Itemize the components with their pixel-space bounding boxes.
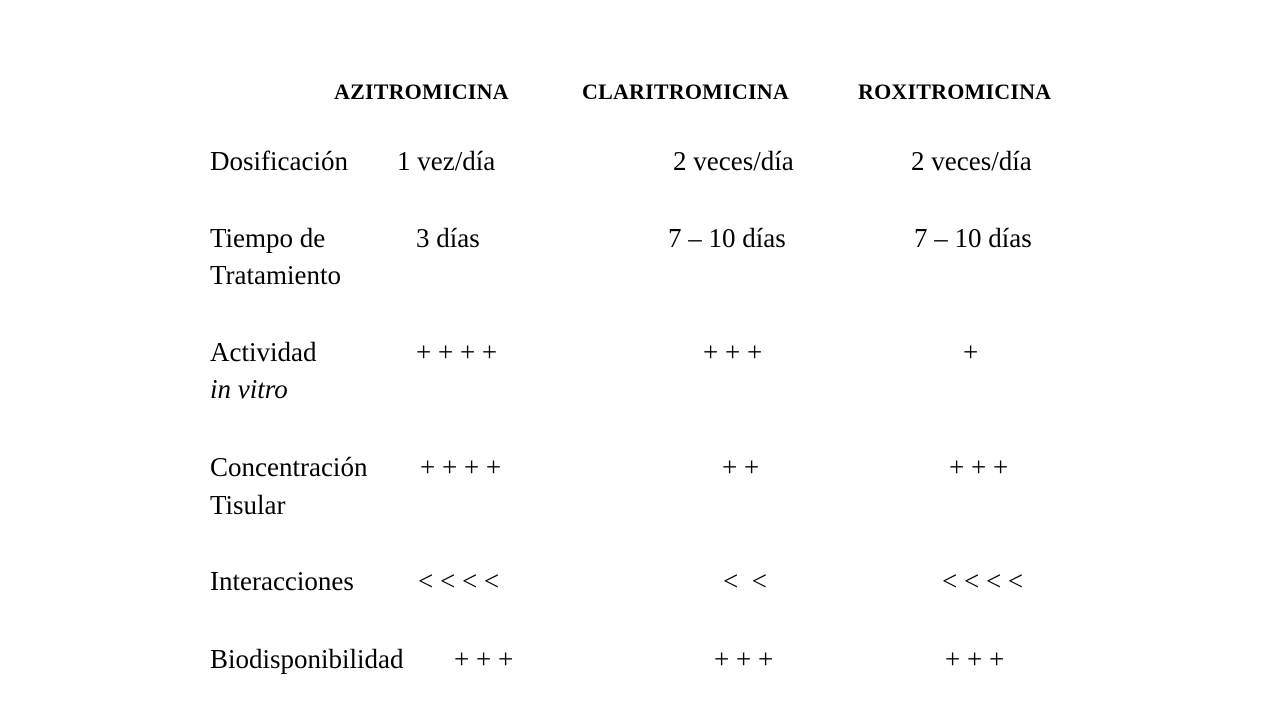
- cell-dosificacion-azitromicina: 1 vez/día: [397, 146, 496, 176]
- header-claritromicina: CLARITROMICINA: [582, 79, 789, 104]
- cell-actividad-roxitromicina: +: [963, 337, 979, 367]
- row-label-concentracion: Concentración: [210, 452, 368, 482]
- cell-biodisponibilidad-azitromicina: + + +: [454, 644, 514, 674]
- header-roxitromicina: ROXITROMICINA: [858, 79, 1052, 104]
- cell-interacciones-roxitromicina: < < < <: [942, 566, 1024, 596]
- cell-tiempo-claritromicina: 7 – 10 días: [668, 223, 786, 253]
- row-label-tiempo: Tiempo de: [210, 223, 326, 253]
- cell-interacciones-azitromicina: < < < <: [418, 566, 500, 596]
- row-label-interacciones: Interacciones: [210, 566, 354, 596]
- row-label-biodisponibilidad: Biodisponibilidad: [210, 644, 404, 674]
- cell-tiempo-roxitromicina: 7 – 10 días: [914, 223, 1032, 253]
- row-label-concentracion-2: Tisular: [210, 490, 286, 520]
- cell-actividad-azitromicina: + + + +: [416, 337, 498, 367]
- cell-actividad-claritromicina: + + +: [703, 337, 763, 367]
- cell-dosificacion-claritromicina: 2 veces/día: [673, 146, 794, 176]
- row-label-dosificacion: Dosificación: [210, 146, 348, 176]
- cell-biodisponibilidad-roxitromicina: + + +: [945, 644, 1005, 674]
- cell-tiempo-azitromicina: 3 días: [416, 223, 480, 253]
- row-label-actividad: Actividad: [210, 337, 317, 367]
- cell-concentracion-azitromicina: + + + +: [420, 452, 502, 482]
- cell-concentracion-claritromicina: + +: [722, 452, 760, 482]
- row-label-tiempo-2: Tratamiento: [210, 260, 341, 290]
- cell-concentracion-roxitromicina: + + +: [949, 452, 1009, 482]
- row-label-actividad-2: in vitro: [210, 374, 288, 404]
- header-azitromicina: AZITROMICINA: [334, 79, 509, 104]
- cell-dosificacion-roxitromicina: 2 veces/día: [911, 146, 1032, 176]
- cell-interacciones-claritromicina: < <: [723, 566, 767, 596]
- cell-biodisponibilidad-claritromicina: + + +: [714, 644, 774, 674]
